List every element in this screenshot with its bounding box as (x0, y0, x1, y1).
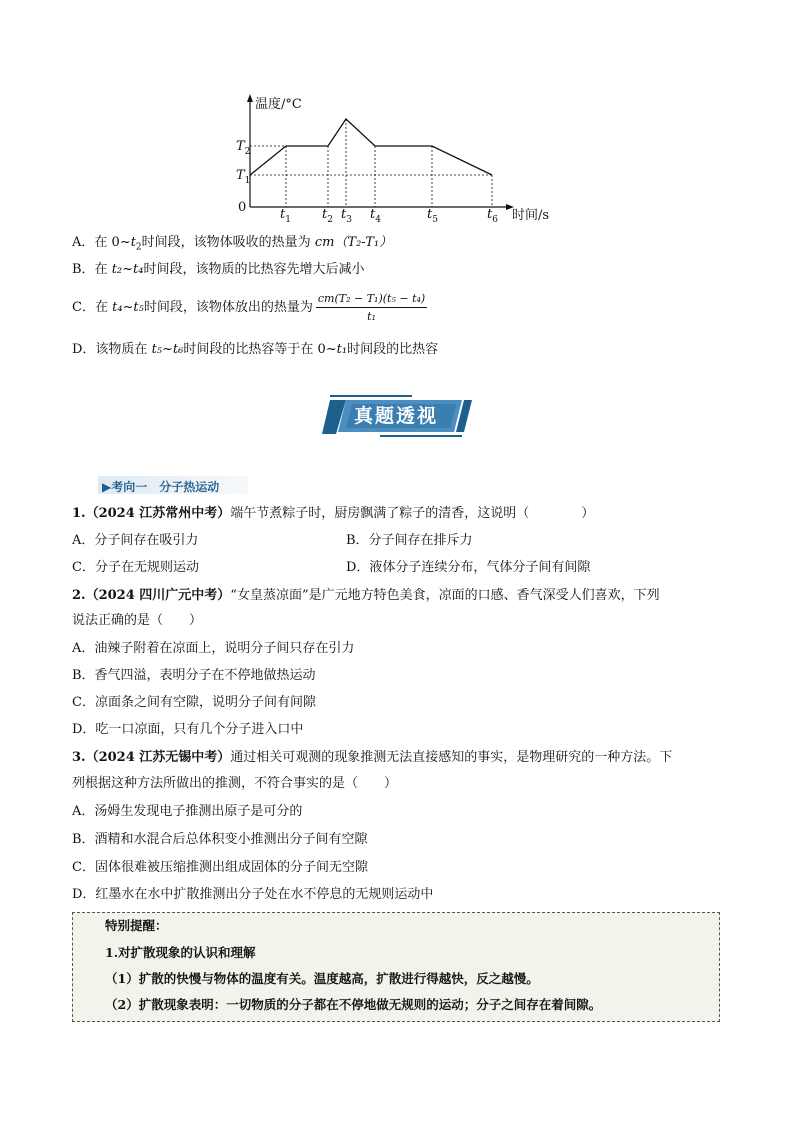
note-title: 特别提醒： (105, 918, 168, 933)
section-tag (98, 476, 248, 494)
x-tick-t4: $t_4$ (370, 207, 381, 225)
prev-option-d[interactable]: D．该物质在 t₅~t₆时间段的比热容等于在 0~t₁时间段的比热容 (72, 342, 439, 357)
special-reminder-box (72, 912, 720, 1022)
q1-option-d[interactable]: D．液体分子连续分布，气体分子间有间隙 (346, 560, 591, 575)
x-tick-t2: $t_2$ (322, 207, 333, 225)
x-tick-t6: $t_6$ (487, 207, 498, 225)
q3-option-c[interactable]: C．固体很难被压缩推测出组成固体的分子间无空隙 (72, 860, 368, 875)
q3-option-a[interactable]: A．汤姆生发现电子推测出原子是可分的 (72, 804, 303, 819)
q2-option-d[interactable]: D．吃一口凉面，只有几个分子进入口中 (72, 722, 304, 737)
prev-option-a[interactable]: A．在 $0\sim t_2$时间段，该物体吸收的热量为 cm（T₂-T₁） (72, 235, 393, 253)
note-point-1: （1）扩散的快慢与物体的温度有关。温度越高，扩散进行得越快，反之越慢。 (105, 971, 539, 986)
x-tick-labels (280, 207, 498, 225)
x-tick-t3: $t_3$ (341, 207, 352, 225)
q3-stem: 3.（2024 江苏无锡中考）通过相关可观测的现象推测无法直接感知的事实，是物理研究的一种方法。下 (72, 750, 673, 765)
y-tick-labels (236, 139, 250, 186)
q1-option-b[interactable]: B．分子间存在排斥力 (346, 533, 473, 548)
q1-option-c[interactable]: C．分子在无规则运动 (72, 560, 199, 575)
note-point-2: （2）扩散现象表明：一切物质的分子都在不停地做无规则的运动；分子之间存在着间隙。 (105, 997, 602, 1012)
section-banner (316, 394, 476, 438)
q2-stem: 2.（2024 四川广元中考）“女皇蒸凉面”是广元地方特色美食，凉面的口感、香气深受人们喜欢，下列 (72, 588, 660, 603)
origin-label: 0 (238, 200, 247, 215)
y-axis-label: 温度/°C (255, 97, 302, 112)
note-heading: 1.对扩散现象的认识和理解 (105, 945, 256, 960)
prev-option-b[interactable]: B．在 t₂~t₄时间段，该物质的比热容先增大后减小 (72, 262, 365, 277)
prev-option-c[interactable]: C．在 t₄~t₅时间段，该物体放出的热量为 $\frac{\text{cm(T₂ − T₁)(t₅ − t₄)}}{\text{t₁}}$ (72, 292, 426, 323)
x-tick-t5: $t_5$ (427, 207, 438, 225)
q2-stem-cont: 说法正确的是（ ） (72, 613, 203, 628)
q2-option-a[interactable]: A．油辣子附着在凉面上，说明分子间只存在引力 (72, 641, 355, 656)
y-tick-t1: $T_1$ (236, 168, 251, 186)
y-axis-arrow (247, 94, 253, 102)
y-tick-t2: $T_2$ (236, 139, 251, 157)
q3-option-b[interactable]: B．酒精和水混合后总体积变小推测出分子间有空隙 (72, 832, 368, 847)
x-axis-label: 时间/s (512, 208, 550, 223)
q2-option-b[interactable]: B．香气四溢，表明分子在不停地做热运动 (72, 668, 316, 683)
section-tag-label: ▶考向一 分子热运动 (102, 480, 220, 494)
q1-stem: 1.（2024 江苏常州中考）端午节煮粽子时，厨房飘满了粽子的清香，这说明（ ） (72, 506, 595, 521)
q3-stem-cont: 列根据这种方法所做出的推测，不符合事实的是（ ） (72, 776, 398, 791)
q2-option-c[interactable]: C．凉面条之间有空隙，说明分子间有间隙 (72, 695, 316, 710)
q3-option-d[interactable]: D．红墨水在水中扩散推测出分子处在水不停息的无规则运动中 (72, 887, 434, 902)
x-tick-t1: $t_1$ (280, 207, 291, 225)
temperature-time-graph (220, 92, 550, 225)
q1-option-a[interactable]: A．分子间存在吸引力 (72, 533, 199, 548)
heat-fraction: $\frac{\text{cm(T₂ − T₁)(t₅ − t₄)}}{\text{t₁}}$ (317, 292, 426, 323)
banner-title: 真题透视 (353, 405, 438, 427)
